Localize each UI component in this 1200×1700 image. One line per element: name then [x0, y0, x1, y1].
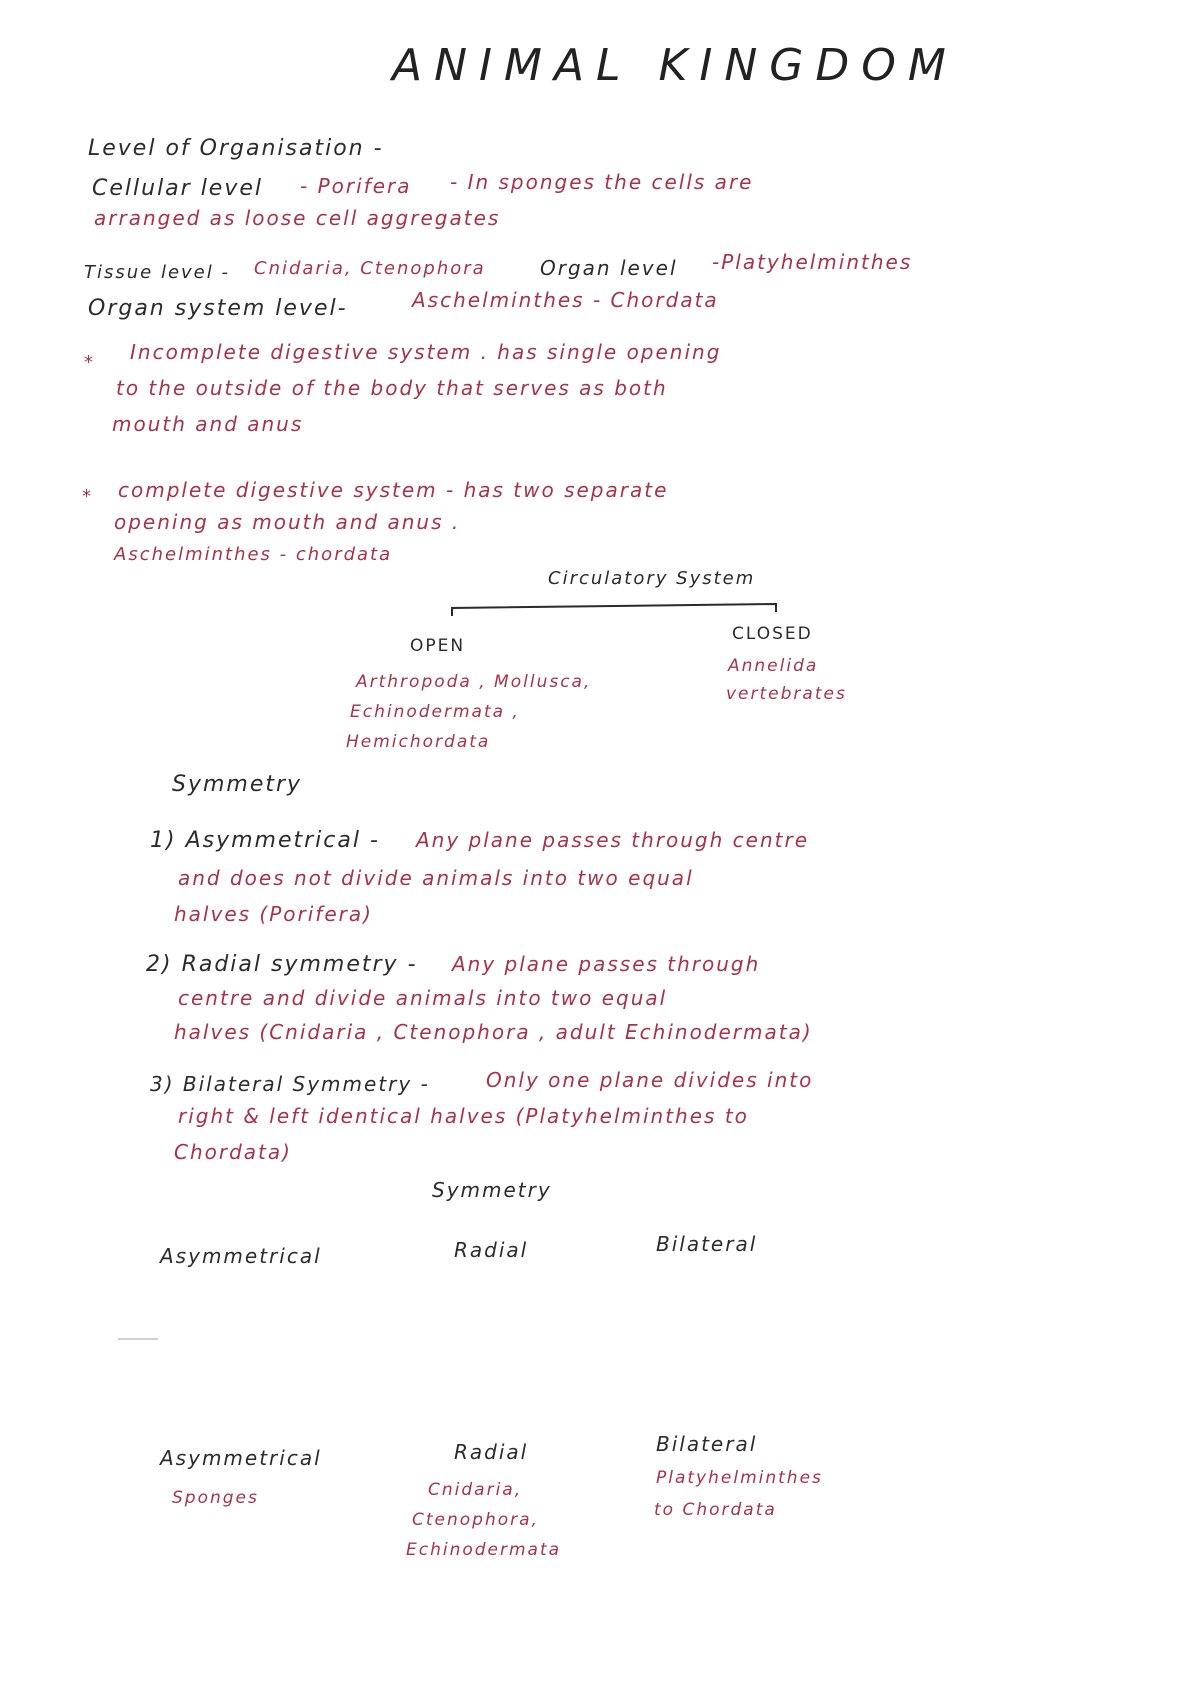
chart1-asymmetrical: Asymmetrical	[160, 1244, 322, 1268]
chart2-asymmetrical: Asymmetrical	[160, 1446, 322, 1470]
radial-line-1: Any plane passes through	[452, 952, 761, 976]
organ-system-level-label: Organ system level-	[88, 296, 348, 321]
asymmetrical-line-3: halves (Porifera)	[174, 902, 373, 926]
chart2-asymmetrical-example: Sponges	[172, 1488, 259, 1508]
circulatory-closed-line-1: Annelida	[728, 656, 819, 676]
organ-system-level-groups: Aschelminthes - Chordata	[412, 288, 719, 312]
complete-digestive-line-1: complete digestive system - has two separate	[118, 478, 669, 502]
cellular-level-group: - Porifera	[300, 174, 412, 198]
circulatory-bracket	[448, 596, 780, 620]
circulatory-open-line-2: Echinodermata ,	[350, 702, 520, 722]
cellular-level-desc-cont: arranged as loose cell aggregates	[94, 206, 501, 230]
chart1-bilateral: Bilateral	[656, 1232, 758, 1256]
circulatory-closed-label: CLOSED	[732, 624, 813, 644]
chart2-bilateral: Bilateral	[656, 1432, 758, 1456]
tissue-level-groups: Cnidaria, Ctenophora	[254, 258, 486, 279]
asymmetrical-line-2: and does not divide animals into two equal	[178, 866, 694, 890]
radial-label: 2) Radial symmetry -	[146, 952, 418, 977]
circulatory-closed-line-2: vertebrates	[726, 684, 847, 704]
chart2-radial-example-2: Ctenophora,	[412, 1510, 539, 1530]
bilateral-line-2: right & left identical halves (Platyhelminthes to	[178, 1104, 749, 1128]
complete-digestive-line-2: opening as mouth and anus .	[114, 510, 461, 534]
asymmetrical-line-1: Any plane passes through centre	[416, 828, 809, 852]
chart2-radial-example-3: Echinodermata	[406, 1540, 562, 1560]
incomplete-digestive-line-3: mouth and anus	[112, 412, 304, 436]
circulatory-open-label: OPEN	[410, 636, 466, 656]
faint-mark	[118, 1338, 158, 1340]
bullet-complete: *	[82, 486, 93, 507]
cellular-level-desc: - In sponges the cells are	[450, 170, 754, 194]
chart2-bilateral-example-1: Platyhelminthes	[656, 1468, 823, 1488]
symmetry-heading: Symmetry	[172, 772, 303, 797]
cellular-level-label: Cellular level	[92, 176, 264, 201]
bilateral-label: 3) Bilateral Symmetry -	[150, 1072, 430, 1096]
circulatory-open-line-1: Arthropoda , Mollusca,	[356, 672, 592, 692]
symmetry-chart-heading: Symmetry	[432, 1178, 552, 1202]
chart1-radial: Radial	[454, 1238, 529, 1262]
organ-level-label: Organ level	[540, 256, 678, 280]
chart2-radial: Radial	[454, 1440, 529, 1464]
incomplete-digestive-line-2: to the outside of the body that serves as both	[116, 376, 668, 400]
circulatory-heading: Circulatory System	[548, 568, 756, 589]
organ-level-group: -Platyhelminthes	[712, 250, 913, 274]
bullet-incomplete: *	[84, 352, 95, 373]
tissue-level-label: Tissue level -	[84, 262, 230, 283]
radial-line-3: halves (Cnidaria , Ctenophora , adult Echinodermata)	[174, 1020, 813, 1044]
radial-line-2: centre and divide animals into two equal	[178, 986, 668, 1010]
bilateral-line-3: Chordata)	[174, 1140, 292, 1164]
asymmetrical-label: 1) Asymmetrical -	[150, 828, 380, 853]
chart2-radial-example-1: Cnidaria,	[428, 1480, 523, 1500]
bilateral-line-1: Only one plane divides into	[486, 1068, 814, 1092]
incomplete-digestive-line-1: Incomplete digestive system . has single opening	[130, 340, 722, 364]
complete-digestive-line-3: Aschelminthes - chordata	[114, 544, 393, 565]
chart2-bilateral-example-2: to Chordata	[654, 1500, 777, 1520]
organisation-heading: Level of Organisation -	[88, 136, 384, 161]
page-title: ANIMAL KINGDOM	[392, 40, 958, 91]
circulatory-open-line-3: Hemichordata	[346, 732, 491, 752]
